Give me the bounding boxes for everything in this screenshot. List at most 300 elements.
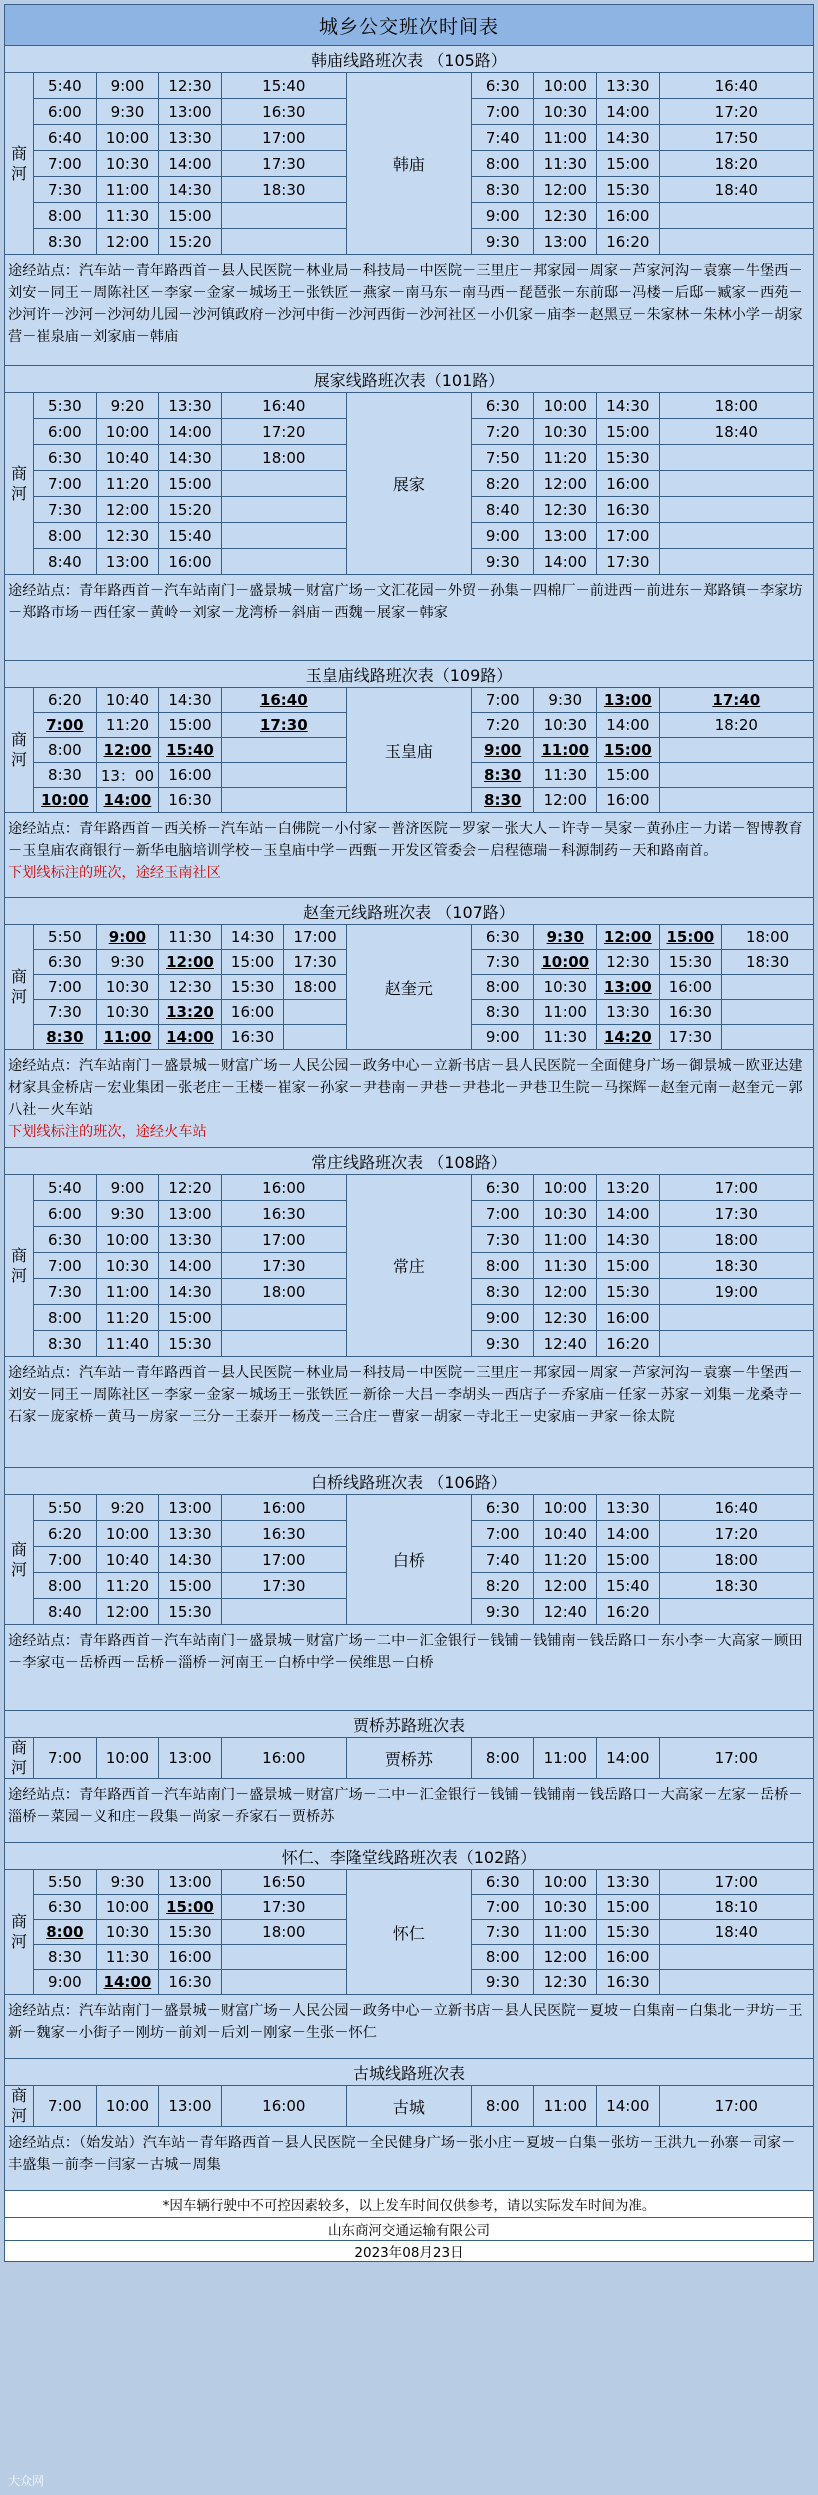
outbound-time-cell: 17:30 — [221, 1573, 346, 1599]
outbound-time-cell: 17:00 — [221, 1547, 346, 1573]
terminal-label: 展家 — [346, 393, 471, 575]
return-time-cell: 18:30 — [659, 1253, 813, 1279]
highlighted-time: 7:00 — [46, 716, 84, 734]
highlighted-time: 9:00 — [108, 928, 147, 946]
return-time-cell: 9:00 — [471, 1305, 534, 1331]
return-time-cell: 12:00 — [534, 1945, 597, 1970]
highlighted-time: 12:00 — [103, 741, 152, 759]
outbound-time-cell: 16:30 — [221, 1025, 284, 1050]
return-time-cell: 7:30 — [471, 1920, 534, 1945]
return-time-cell: 11:00 — [534, 2086, 597, 2127]
outbound-time-cell: 9:20 — [96, 1495, 159, 1521]
outbound-time-cell: 10:40 — [96, 688, 159, 713]
outbound-time-cell: 17:00 — [221, 1227, 346, 1253]
highlighted-time: 14:20 — [603, 1028, 652, 1046]
outbound-time-cell: 9:00 — [96, 1175, 159, 1201]
return-time-cell: 16:30 — [659, 1000, 722, 1025]
return-time-cell — [659, 471, 813, 497]
highlighted-time: 8:30 — [484, 766, 522, 784]
terminal-label: 贾桥苏 — [346, 1738, 471, 1779]
outbound-time-cell — [221, 713, 346, 738]
outbound-time-cell: 6:00 — [34, 1201, 97, 1227]
outbound-time-cell — [159, 1895, 222, 1920]
outbound-time-cell — [159, 950, 222, 975]
route-title: 玉皇庙线路班次表（109路） — [5, 661, 814, 688]
stops-text: 途经站点：青年路西首－汽车站南门－盛景城－财富广场－二中－汇金银行－钱铺－钱铺南－钱岳路口－东小李－大高家－顾田－李家屯－岳桥西－岳桥－淄桥－河南王－白桥中学－侯维思－白桥 — [8, 1633, 803, 1671]
highlighted-time: 15:00 — [603, 741, 652, 759]
outbound-time-cell: 6:20 — [34, 1521, 97, 1547]
outbound-time-cell: 14:30 — [221, 925, 284, 950]
return-time-cell — [722, 1000, 814, 1025]
return-time-cell: 14:00 — [597, 1521, 660, 1547]
outbound-time-cell: 16:30 — [221, 1201, 346, 1227]
stops-text: 途经站点：汽车站南门－盛景城－财富广场－人民公园－政务中心－立新书店－县人民医院－全面健身广场－御景城－欧亚达建材家具金桥店－宏业集团－张老庄－王楼－崔家－孙家－尹巷南－尹巷－尹巷北－尹巷卫生院－马探辉－赵奎元南－赵奎元－郭八社－火车站 — [8, 1058, 803, 1118]
outbound-time-cell: 16:00 — [221, 1175, 346, 1201]
terminal-label: 怀仁 — [346, 1870, 471, 1995]
highlighted-time: 9:30 — [546, 928, 584, 946]
outbound-time-cell — [221, 229, 346, 255]
return-time-cell — [597, 925, 660, 950]
return-time-cell: 18:00 — [722, 925, 814, 950]
origin-label: 商河 — [5, 1738, 34, 1779]
return-time-cell: 7:30 — [471, 1227, 534, 1253]
outbound-time-cell — [221, 1331, 346, 1357]
outbound-time-cell: 17:20 — [221, 419, 346, 445]
outbound-time-cell: 10:30 — [96, 1253, 159, 1279]
return-time-cell: 9:30 — [471, 229, 534, 255]
outbound-time-cell: 12:00 — [96, 1599, 159, 1625]
highlighted-time: 13:20 — [166, 1003, 214, 1021]
highlighted-time: 11:00 — [103, 1028, 152, 1046]
return-time-cell: 9:30 — [471, 1599, 534, 1625]
outbound-time-cell: 14:00 — [159, 1253, 222, 1279]
outbound-time-cell: 7:30 — [34, 177, 97, 203]
outbound-time-cell: 9:00 — [96, 73, 159, 99]
return-time-cell — [722, 975, 814, 1000]
outbound-time-cell: 7:30 — [34, 1279, 97, 1305]
origin-label: 商 河 — [5, 925, 34, 1050]
return-time-cell: 14:30 — [597, 393, 660, 419]
return-time-cell: 15:30 — [597, 1920, 660, 1945]
outbound-time-cell — [159, 738, 222, 763]
outbound-time-cell: 16:40 — [221, 393, 346, 419]
return-time-cell — [659, 1970, 813, 1995]
outbound-time-cell — [221, 1599, 346, 1625]
return-time-cell: 8:00 — [471, 1945, 534, 1970]
return-time-cell — [597, 688, 660, 713]
outbound-time-cell — [221, 738, 346, 763]
highlighted-time: 14:00 — [103, 791, 152, 809]
return-time-cell — [659, 788, 813, 813]
outbound-time-cell: 15:20 — [159, 229, 222, 255]
return-time-cell: 6:30 — [471, 393, 534, 419]
outbound-time-cell: 18:30 — [221, 177, 346, 203]
highlighted-time: 13:00 — [603, 978, 652, 996]
outbound-time-cell: 16:50 — [221, 1870, 346, 1895]
return-time-cell: 8:00 — [471, 1253, 534, 1279]
return-time-cell: 17:30 — [659, 1025, 722, 1050]
outbound-time-cell: 13:30 — [159, 1227, 222, 1253]
return-time-cell: 17:30 — [659, 1201, 813, 1227]
return-time-cell: 15:00 — [597, 1253, 660, 1279]
terminal-label: 赵奎元 — [346, 925, 471, 1050]
return-time-cell: 12:30 — [597, 950, 660, 975]
outbound-time-cell: 7:30 — [34, 497, 97, 523]
stops-text: 途经站点：青年路西首－西关桥－汽车站－白佛院－小付家－普济医院－罗家－张大人－许寺－昊家－黄孙庄－力诺－智博教育－玉皇庙农商银行－新华电脑培训学校－玉皇庙中学－西甄－开发区管委会－启程德瑞－科源制药－天和路南首。 — [8, 821, 803, 859]
outbound-time-cell: 13：00 — [96, 763, 159, 788]
outbound-time-cell: 17:30 — [284, 950, 347, 975]
return-time-cell: 16:00 — [597, 1305, 660, 1331]
return-time-cell: 8:40 — [471, 497, 534, 523]
outbound-time-cell: 7:00 — [34, 1738, 97, 1779]
return-time-cell — [659, 549, 813, 575]
return-time-cell: 10:30 — [534, 975, 597, 1000]
return-time-cell: 9:00 — [471, 1025, 534, 1050]
return-time-cell: 8:30 — [471, 1279, 534, 1305]
return-time-cell: 8:00 — [471, 2086, 534, 2127]
return-time-cell: 10:00 — [534, 1495, 597, 1521]
origin-label: 商 河 — [5, 1870, 34, 1995]
outbound-time-cell: 15:00 — [159, 1573, 222, 1599]
return-time-cell: 10:30 — [534, 99, 597, 125]
return-time-cell: 16:20 — [597, 1599, 660, 1625]
route-title: 贾桥苏路班次表 — [5, 1711, 814, 1738]
return-time-cell: 12:30 — [534, 497, 597, 523]
outbound-time-cell — [34, 788, 97, 813]
outbound-time-cell: 10:30 — [96, 151, 159, 177]
outbound-time-cell: 12:00 — [96, 497, 159, 523]
outbound-time-cell: 9:30 — [96, 99, 159, 125]
outbound-time-cell: 11:30 — [96, 203, 159, 229]
outbound-time-cell: 10:00 — [96, 419, 159, 445]
return-time-cell: 7:30 — [471, 950, 534, 975]
outbound-time-cell: 14:30 — [159, 688, 222, 713]
outbound-time-cell: 16:00 — [159, 763, 222, 788]
return-time-cell — [659, 445, 813, 471]
return-time-cell — [597, 738, 660, 763]
outbound-time-cell: 13:00 — [159, 99, 222, 125]
return-time-cell: 13:00 — [534, 523, 597, 549]
return-time-cell: 12:00 — [534, 1279, 597, 1305]
outbound-time-cell: 5:40 — [34, 1175, 97, 1201]
highlighted-time: 16:40 — [259, 691, 308, 709]
return-time-cell: 10:00 — [534, 73, 597, 99]
outbound-time-cell: 12:20 — [159, 1175, 222, 1201]
outbound-time-cell: 7:00 — [34, 151, 97, 177]
return-time-cell — [659, 497, 813, 523]
outbound-time-cell: 10:00 — [96, 125, 159, 151]
return-time-cell: 18:00 — [659, 1547, 813, 1573]
outbound-time-cell: 6:40 — [34, 125, 97, 151]
return-time-cell: 11:00 — [534, 1000, 597, 1025]
outbound-time-cell: 8:00 — [34, 738, 97, 763]
outbound-time-cell: 16:00 — [159, 1945, 222, 1970]
highlighted-time: 12:00 — [603, 928, 652, 946]
return-time-cell: 18:40 — [659, 419, 813, 445]
outbound-time-cell — [159, 1000, 222, 1025]
outbound-time-cell — [96, 788, 159, 813]
highlighted-time: 14:00 — [166, 1028, 214, 1046]
route-title: 常庄线路班次表 （108路） — [5, 1148, 814, 1175]
return-time-cell: 6:30 — [471, 925, 534, 950]
route-stops — [5, 1357, 814, 1468]
return-time-cell — [597, 1025, 660, 1050]
outbound-time-cell: 9:30 — [96, 1870, 159, 1895]
outbound-time-cell: 7:00 — [34, 1253, 97, 1279]
terminal-label: 常庄 — [346, 1175, 471, 1357]
return-time-cell: 16:20 — [597, 229, 660, 255]
outbound-time-cell: 14:00 — [159, 151, 222, 177]
return-time-cell: 17:50 — [659, 125, 813, 151]
route-stops — [5, 255, 814, 366]
return-time-cell: 16:30 — [597, 497, 660, 523]
return-time-cell: 9:00 — [471, 523, 534, 549]
highlighted-time: 8:00 — [46, 1923, 84, 1941]
return-time-cell: 8:20 — [471, 1573, 534, 1599]
return-time-cell: 14:00 — [534, 549, 597, 575]
outbound-time-cell — [34, 1920, 97, 1945]
outbound-time-cell: 9:30 — [96, 950, 159, 975]
outbound-time-cell: 8:00 — [34, 1573, 97, 1599]
outbound-time-cell: 15:30 — [159, 1331, 222, 1357]
route-stops — [5, 1779, 814, 1843]
outbound-time-cell: 12:30 — [96, 523, 159, 549]
outbound-time-cell: 13:30 — [159, 1521, 222, 1547]
return-time-cell: 14:00 — [597, 1738, 660, 1779]
return-time-cell: 9:30 — [534, 688, 597, 713]
return-time-cell: 11:30 — [534, 1025, 597, 1050]
origin-label: 商 河 — [5, 688, 34, 813]
origin-label: 商 河 — [5, 1175, 34, 1357]
terminal-label: 白桥 — [346, 1495, 471, 1625]
return-time-cell: 11:00 — [534, 125, 597, 151]
outbound-time-cell: 6:00 — [34, 99, 97, 125]
origin-label: 商 河 — [5, 393, 34, 575]
origin-label: 商 河 — [5, 73, 34, 255]
return-time-cell: 19:00 — [659, 1279, 813, 1305]
return-time-cell: 15:30 — [659, 950, 722, 975]
outbound-time-cell — [96, 925, 159, 950]
return-time-cell: 17:20 — [659, 1521, 813, 1547]
outbound-time-cell: 5:40 — [34, 73, 97, 99]
return-time-cell: 12:40 — [534, 1599, 597, 1625]
outbound-time-cell — [221, 1970, 346, 1995]
highlighted-time: 17:40 — [712, 691, 761, 709]
return-time-cell — [471, 788, 534, 813]
outbound-time-cell: 8:00 — [34, 1305, 97, 1331]
outbound-time-cell: 10:00 — [96, 1521, 159, 1547]
return-time-cell: 7:00 — [471, 1521, 534, 1547]
highlighted-time: 15:00 — [666, 928, 715, 946]
return-time-cell: 13:30 — [597, 1870, 660, 1895]
return-time-cell: 9:00 — [471, 203, 534, 229]
outbound-time-cell: 12:00 — [96, 229, 159, 255]
return-time-cell: 8:30 — [471, 1000, 534, 1025]
return-time-cell: 10:00 — [534, 1870, 597, 1895]
return-time-cell: 15:00 — [597, 419, 660, 445]
outbound-time-cell: 14:30 — [159, 445, 222, 471]
return-time-cell: 9:30 — [471, 1970, 534, 1995]
return-time-cell: 9:30 — [471, 1331, 534, 1357]
outbound-time-cell: 17:30 — [221, 151, 346, 177]
highlighted-time: 12:00 — [166, 953, 214, 971]
return-time-cell: 17:00 — [659, 1870, 813, 1895]
terminal-label: 玉皇庙 — [346, 688, 471, 813]
footer-date: 2023年08月23日 — [5, 2241, 814, 2262]
return-time-cell: 18:30 — [722, 950, 814, 975]
origin-label: 商 河 — [5, 1495, 34, 1625]
return-time-cell: 12:40 — [534, 1331, 597, 1357]
outbound-time-cell: 15:00 — [159, 1305, 222, 1331]
outbound-time-cell: 7:30 — [34, 1000, 97, 1025]
return-time-cell: 17:00 — [597, 523, 660, 549]
outbound-time-cell: 5:50 — [34, 1870, 97, 1895]
outbound-time-cell: 14:30 — [159, 1547, 222, 1573]
return-time-cell: 7:50 — [471, 445, 534, 471]
outbound-time-cell: 13:00 — [159, 1201, 222, 1227]
outbound-time-cell: 15:30 — [159, 1599, 222, 1625]
highlighted-time: 15:00 — [166, 1898, 214, 1916]
route-title: 韩庙线路班次表 （105路） — [5, 46, 814, 73]
return-time-cell: 11:20 — [534, 445, 597, 471]
return-time-cell: 11:30 — [534, 1253, 597, 1279]
return-time-cell: 16:00 — [659, 975, 722, 1000]
return-time-cell: 11:30 — [534, 763, 597, 788]
return-time-cell: 6:30 — [471, 1495, 534, 1521]
outbound-time-cell: 17:00 — [284, 925, 347, 950]
return-time-cell — [597, 975, 660, 1000]
outbound-time-cell: 8:40 — [34, 1599, 97, 1625]
return-time-cell: 16:20 — [597, 1331, 660, 1357]
return-time-cell: 12:30 — [534, 1970, 597, 1995]
outbound-time-cell: 17:30 — [221, 1253, 346, 1279]
return-time-cell: 11:00 — [534, 1738, 597, 1779]
return-time-cell: 6:30 — [471, 1175, 534, 1201]
return-time-cell: 14:00 — [597, 99, 660, 125]
return-time-cell: 12:00 — [534, 177, 597, 203]
return-time-cell: 15:40 — [597, 1573, 660, 1599]
return-time-cell: 7:20 — [471, 419, 534, 445]
outbound-time-cell: 11:30 — [96, 1945, 159, 1970]
stops-text: 途经站点：汽车站南门－盛景城－财富广场－人民公园－政务中心－立新书店－县人民医院－夏坡－白集南－白集北－尹坊－王新－魏家－小街子－刚坊－前刘－后刘－刚家－生张－怀仁 — [8, 2003, 803, 2041]
return-time-cell: 12:00 — [534, 788, 597, 813]
outbound-time-cell: 11:30 — [159, 925, 222, 950]
return-time-cell — [659, 925, 722, 950]
outbound-time-cell: 10:40 — [96, 445, 159, 471]
outbound-time-cell — [96, 738, 159, 763]
outbound-time-cell: 11:20 — [96, 1305, 159, 1331]
outbound-time-cell: 8:00 — [34, 203, 97, 229]
return-time-cell: 14:30 — [597, 125, 660, 151]
return-time-cell: 18:30 — [659, 1573, 813, 1599]
return-time-cell: 12:00 — [534, 471, 597, 497]
outbound-time-cell — [221, 1305, 346, 1331]
outbound-time-cell: 11:00 — [96, 1279, 159, 1305]
return-time-cell — [659, 1945, 813, 1970]
outbound-time-cell — [284, 1025, 347, 1050]
outbound-time-cell: 12:30 — [159, 73, 222, 99]
outbound-time-cell: 6:30 — [34, 950, 97, 975]
return-time-cell: 7:00 — [471, 688, 534, 713]
highlighted-time: 15:40 — [166, 741, 214, 759]
return-time-cell: 17:20 — [659, 99, 813, 125]
return-time-cell: 14:30 — [597, 1227, 660, 1253]
route-title: 展家线路班次表（101路） — [5, 366, 814, 393]
outbound-time-cell: 16:00 — [221, 1495, 346, 1521]
route-stops — [5, 1625, 814, 1711]
route-title: 怀仁、李隆堂线路班次表（102路） — [5, 1843, 814, 1870]
return-time-cell: 10:30 — [534, 1201, 597, 1227]
outbound-time-cell: 16:30 — [159, 1970, 222, 1995]
return-time-cell — [471, 763, 534, 788]
outbound-time-cell: 13:00 — [159, 1495, 222, 1521]
highlighted-time: 11:00 — [541, 741, 590, 759]
outbound-time-cell: 16:00 — [221, 2086, 346, 2127]
return-time-cell — [534, 950, 597, 975]
outbound-time-cell — [221, 471, 346, 497]
return-time-cell: 6:30 — [471, 1870, 534, 1895]
return-time-cell: 15:00 — [597, 1547, 660, 1573]
route-note: 下划线标注的班次，途经火车站 — [8, 1124, 207, 1140]
return-time-cell: 17:00 — [659, 1738, 813, 1779]
origin-label: 商河 — [5, 2086, 34, 2127]
outbound-time-cell: 16:30 — [159, 788, 222, 813]
outbound-time-cell: 17:00 — [221, 125, 346, 151]
return-time-cell: 15:00 — [597, 763, 660, 788]
highlighted-time: 13:00 — [603, 691, 652, 709]
outbound-time-cell: 7:00 — [34, 471, 97, 497]
stops-text: 途经站点：汽车站－青年路西首－县人民医院－林业局－科技局－中医院－三里庄－邦家园－周家－芦家河沟－袁寨－牛堡西－刘安－同王－周陈社区－李家－金家－城场王－张铁匠－燕家－南马东－南马西－琵琶张－东前邸－冯楼－后邸－臧家－西苑－沙河许－沙河－沙河幼儿园－沙河镇政府－沙河中街－沙河西街－沙河社区－小仉家－庙李－赵黑豆－朱家林－朱林小学－胡家营－崔泉庙－刘家庙－韩庙 — [8, 263, 803, 345]
return-time-cell: 11:00 — [534, 1920, 597, 1945]
return-time-cell: 18:40 — [659, 177, 813, 203]
outbound-time-cell — [96, 1970, 159, 1995]
outbound-time-cell: 5:50 — [34, 1495, 97, 1521]
outbound-time-cell: 8:30 — [34, 763, 97, 788]
outbound-time-cell — [221, 523, 346, 549]
outbound-time-cell: 11:20 — [96, 713, 159, 738]
outbound-time-cell: 6:30 — [34, 1895, 97, 1920]
outbound-time-cell: 10:30 — [96, 1000, 159, 1025]
return-time-cell: 12:30 — [534, 1305, 597, 1331]
return-time-cell: 10:40 — [534, 1521, 597, 1547]
outbound-time-cell: 14:30 — [159, 1279, 222, 1305]
outbound-time-cell: 6:20 — [34, 688, 97, 713]
highlighted-time: 10:00 — [541, 953, 590, 971]
return-time-cell: 7:40 — [471, 125, 534, 151]
return-time-cell: 8:00 — [471, 1738, 534, 1779]
outbound-time-cell: 15:00 — [159, 471, 222, 497]
outbound-time-cell: 10:00 — [96, 1227, 159, 1253]
return-time-cell — [722, 1025, 814, 1050]
return-time-cell — [659, 1331, 813, 1357]
return-time-cell: 11:30 — [534, 151, 597, 177]
outbound-time-cell: 15:00 — [159, 713, 222, 738]
return-time-cell — [659, 1599, 813, 1625]
outbound-time-cell: 10:30 — [96, 1920, 159, 1945]
outbound-time-cell: 10:00 — [96, 1738, 159, 1779]
outbound-time-cell: 10:00 — [96, 2086, 159, 2127]
outbound-time-cell — [221, 763, 346, 788]
outbound-time-cell — [221, 549, 346, 575]
return-time-cell — [659, 1305, 813, 1331]
return-time-cell: 9:30 — [471, 549, 534, 575]
footer-company: 山东商河交通运输有限公司 — [5, 2218, 814, 2241]
schedule-sheet — [4, 4, 814, 2262]
outbound-time-cell: 13:00 — [159, 2086, 222, 2127]
route-stops — [5, 1050, 814, 1148]
return-time-cell: 15:30 — [597, 177, 660, 203]
highlighted-time: 14:00 — [103, 1973, 152, 1991]
